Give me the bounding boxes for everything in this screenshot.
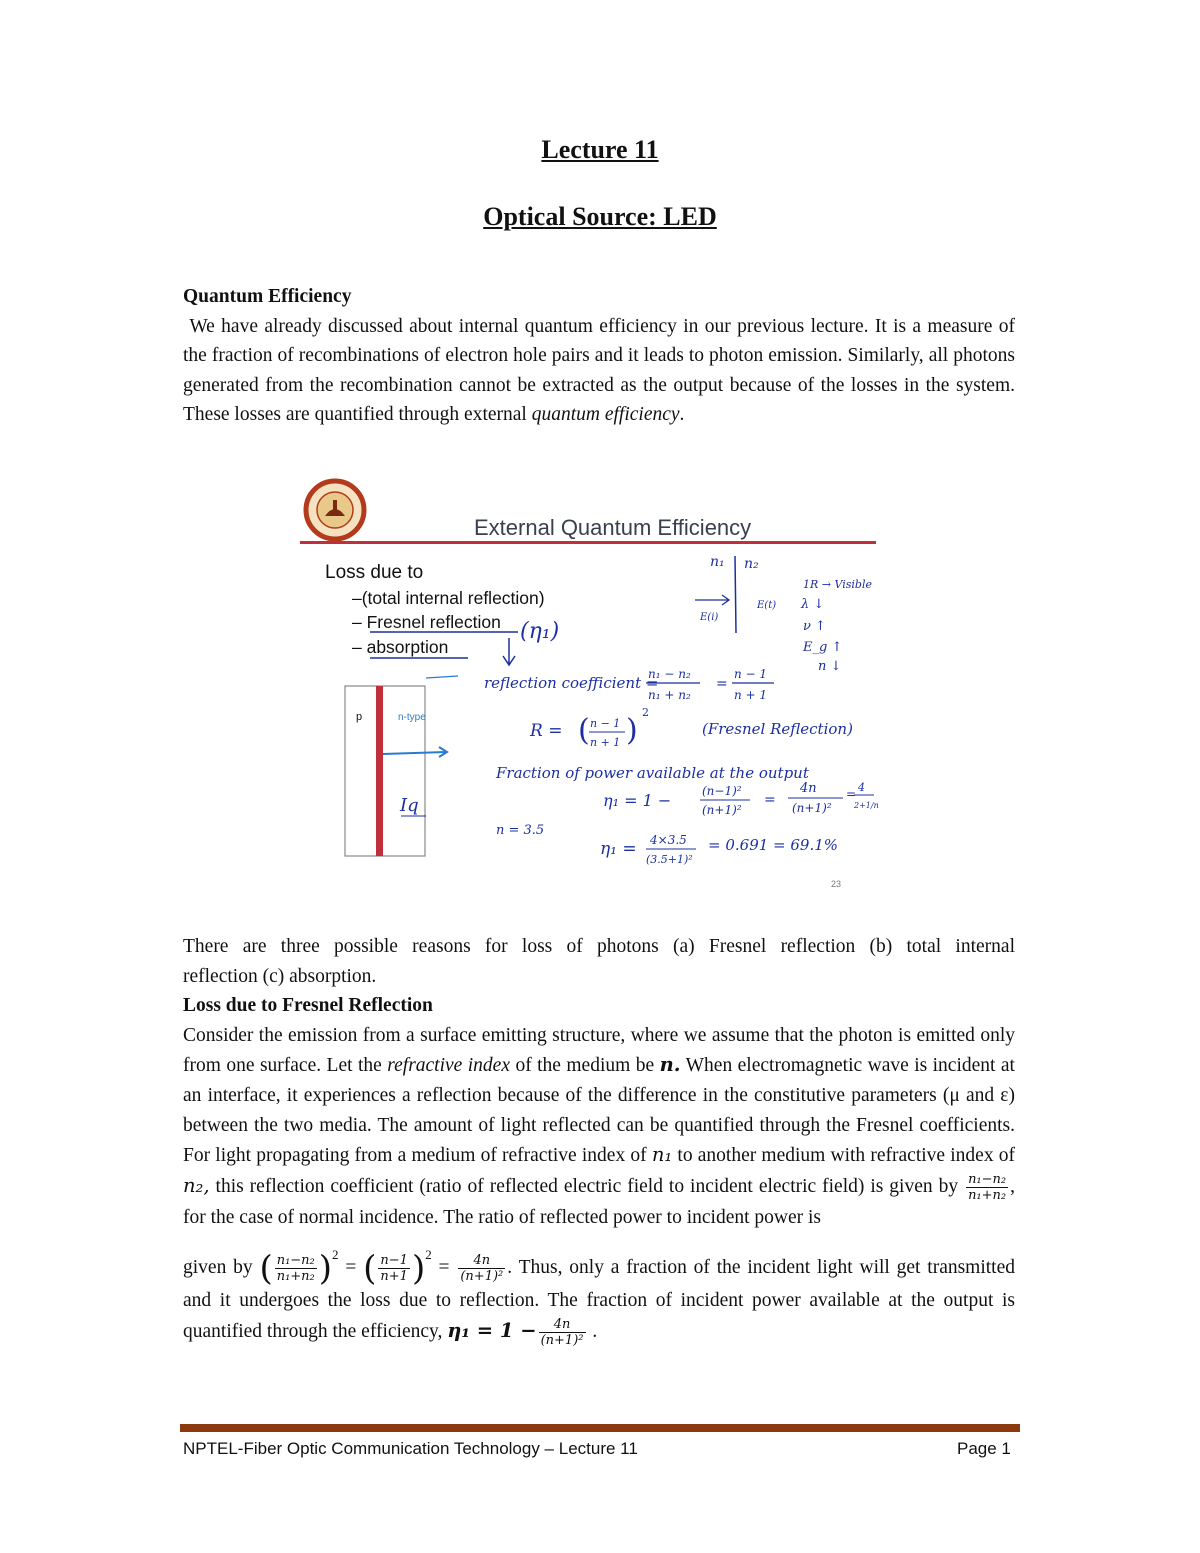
reflectance-fraction — [458, 1253, 505, 1284]
n-symbol: n. — [659, 1053, 681, 1077]
coeff-num2: n − 1 — [734, 667, 768, 681]
paragraph-text: , for the case of normal incidence. The ratio of reflected power to incident power is — [183, 1175, 1015, 1228]
fraction-denominator: (n+1)² — [540, 1332, 584, 1348]
emphasis-text: quantum efficiency — [531, 404, 680, 426]
calc-num: 4×3.5 — [650, 833, 687, 847]
note-nu: ν ↑ — [803, 619, 826, 634]
efficiency-fraction — [539, 1317, 586, 1348]
equals-sign: = — [431, 1257, 457, 1279]
paragraph-text: given by — [183, 1257, 260, 1279]
led-diagram — [345, 676, 458, 856]
loss-item-absorption: – absorption — [352, 637, 449, 657]
square-exponent: 2 — [332, 1247, 339, 1263]
interface-sketch — [695, 554, 872, 674]
paragraph-text: When electromagnetic wave is incident at an interface, it experiences a reflection because of the difference in the constitutive parameters (μ and ε) between the two media. The amount of light reflected can be quantified through the Fresnel coefficients. For light propagating from a medium of refractive index of — [183, 1055, 1015, 1167]
calc-den: (3.5+1)² — [646, 853, 693, 866]
down-arrow-icon — [503, 638, 515, 665]
eta-term-den: (n+1)² — [702, 803, 742, 817]
coeff-num: n₁ − n₂ — [648, 667, 691, 681]
current-mark: Iq — [400, 795, 419, 816]
footer-course-title: NPTEL-Fiber Optic Communication Technology – Lecture 11 — [183, 1439, 638, 1458]
note-lambda: λ ↓ — [801, 597, 825, 612]
emphasis-text: refractive index — [387, 1055, 510, 1077]
fraction-denominator: n₁+n₂ — [276, 1269, 315, 1285]
section-quantum-efficiency — [183, 282, 1015, 430]
junction-layer — [376, 686, 383, 856]
fraction-denominator: n₁+n₂ — [968, 1187, 1007, 1203]
handwritten-derivation — [484, 667, 879, 866]
n1-symbol: n₁ — [651, 1143, 673, 1167]
fraction-denominator: (n+1)² — [460, 1269, 504, 1285]
paragraph-text: Consider the emission from a surface emitting structure, where we assume that the photon is emitted only from one surface. Let the — [183, 1024, 1015, 1077]
section-heading: Quantum Efficiency — [183, 286, 352, 307]
intro-line-2: reflection (c) absorption. — [183, 965, 377, 987]
loss-due-to-label: Loss due to — [325, 562, 424, 583]
slide-title: External Quantum Efficiency — [474, 515, 752, 540]
fraction-numerator: 4n — [539, 1317, 586, 1333]
medium-n2: n₂ — [744, 556, 759, 572]
svg-text:): ) — [626, 713, 638, 748]
n-region-label: n-type — [398, 712, 426, 723]
fraction-numerator: n₁−n₂ — [276, 1253, 315, 1269]
fraction-numerator: n₁−n₂ — [968, 1171, 1007, 1187]
eta-term-num: (n−1)² — [702, 784, 742, 798]
paragraph-text: . — [679, 404, 685, 426]
n-value: n = 3.5 — [496, 823, 545, 838]
loss-item-fresnel: – Fresnel reflection — [352, 612, 501, 632]
note-eg: E_g ↑ — [803, 640, 843, 655]
eta-term-den2: (n+1)² — [792, 801, 832, 815]
n-ratio-fraction — [378, 1253, 410, 1284]
paragraph-text: to another medium with refractive index of — [672, 1145, 1015, 1167]
fraction-numerator: n−1 — [380, 1253, 408, 1269]
power-ratio-fraction — [275, 1253, 317, 1284]
slide-title-rule — [300, 541, 876, 544]
footer-rule — [180, 1424, 1020, 1432]
svg-text:=: = — [764, 792, 776, 808]
r-den: n + 1 — [590, 736, 621, 749]
reflection-coefficient-label: reflection coefficient = — [484, 674, 659, 692]
p-region-label: p — [356, 711, 363, 723]
svg-text:=: = — [846, 787, 857, 801]
intro-line: There are three possible reasons for loss of photons (a) Fresnel reflection (b) total internal — [183, 936, 1015, 957]
fraction-numerator: 4n — [458, 1253, 505, 1269]
slide-number: 23 — [831, 879, 842, 889]
note-ir: 1R → Visible — [803, 578, 872, 591]
efficiency-symbol: η₁ = 1 − — [447, 1318, 537, 1342]
loss-item-tir: –(total internal reflection) — [352, 588, 545, 608]
coeff-den2: n + 1 — [734, 688, 768, 702]
institute-logo-icon — [306, 481, 364, 539]
paragraph-text: . Thus, only a fraction of the incident light will get transmitted and it undergoes the loss due to reflection. The fraction of incident power available at the output is quantified through the efficiency, — [183, 1257, 1016, 1342]
reflection-coefficient-fraction — [966, 1172, 1008, 1203]
square-exponent: 2 — [425, 1247, 432, 1263]
eta-term-num3: 4 — [858, 781, 865, 794]
eta-mark: (η₁) — [520, 619, 560, 644]
lecture-slide-figure — [298, 478, 888, 898]
paragraph-text: of the medium be — [510, 1055, 660, 1077]
paragraph — [183, 312, 1015, 430]
note-n: n ↓ — [818, 659, 842, 674]
eta-term-num2: 4n — [800, 781, 817, 796]
footer-page-number: Page 1 — [957, 1439, 1011, 1458]
fraction-power-label: Fraction of power available at the output — [496, 764, 809, 782]
field-transmitted: E(t) — [757, 600, 777, 611]
r-label: R = — [530, 721, 563, 741]
paragraph — [183, 1021, 1015, 1233]
fresnel-reflection-label: (Fresnel Reflection) — [702, 720, 853, 738]
section-heading: Loss due to Fresnel Reflection — [183, 995, 433, 1017]
field-incident: E(i) — [700, 612, 719, 623]
paragraph: given by ( $\frac{\text{n₁−n₂}}{\text{n₁+n₂}}$ )$^2$ = ( $\frac{n-1}{n+1}$ )$^2$ = $\frac{4n}{\text{(n+1)²}}$ . Thus, only a fraction of the incident light will get transmitted and it undergoes the loss due to reflection. The fraction of incident power available at the output is quantified through the efficiency, η₁ = 1 − $\frac{4n}{\text{(n+1)²}}$ . — [183, 1247, 1016, 1348]
eta-term-den3: 2+1/n — [854, 801, 879, 810]
equals-sign: = — [338, 1257, 364, 1279]
fraction-denominator: n+1 — [380, 1269, 408, 1285]
paragraph-text: We have already discussed about internal quantum efficiency in our previous lecture. It is a measure of the fraction of recombinations of electron hole pairs and it leads to photon emission. Similarly, all photons generated from the recombination cannot be extracted as the output because of the losses in the system. These losses are quantified through external — [183, 315, 1015, 426]
paragraph-text: this reflection coefficient (ratio of reflected electric field to incident electric field) is given by — [209, 1175, 965, 1197]
medium-n1: n₁ — [710, 554, 725, 570]
calc-result: = 0.691 = 69.1% — [708, 836, 839, 854]
lecture-title: Lecture 11 — [541, 135, 659, 164]
paragraph-text: . — [587, 1320, 598, 1342]
n2-symbol: n₂, — [183, 1173, 210, 1197]
svg-text:=: = — [716, 676, 728, 692]
r-num: n − 1 — [590, 717, 621, 730]
eta-expression: η₁ = 1 − — [603, 791, 672, 810]
coeff-den: n₁ + n₂ — [648, 688, 691, 702]
svg-text:η₁ =: η₁ = — [600, 839, 637, 859]
svg-text:2: 2 — [642, 706, 649, 719]
section-fresnel — [183, 932, 1015, 1348]
topic-title: Optical Source: LED — [483, 202, 717, 231]
svg-text:(: ( — [578, 713, 590, 748]
